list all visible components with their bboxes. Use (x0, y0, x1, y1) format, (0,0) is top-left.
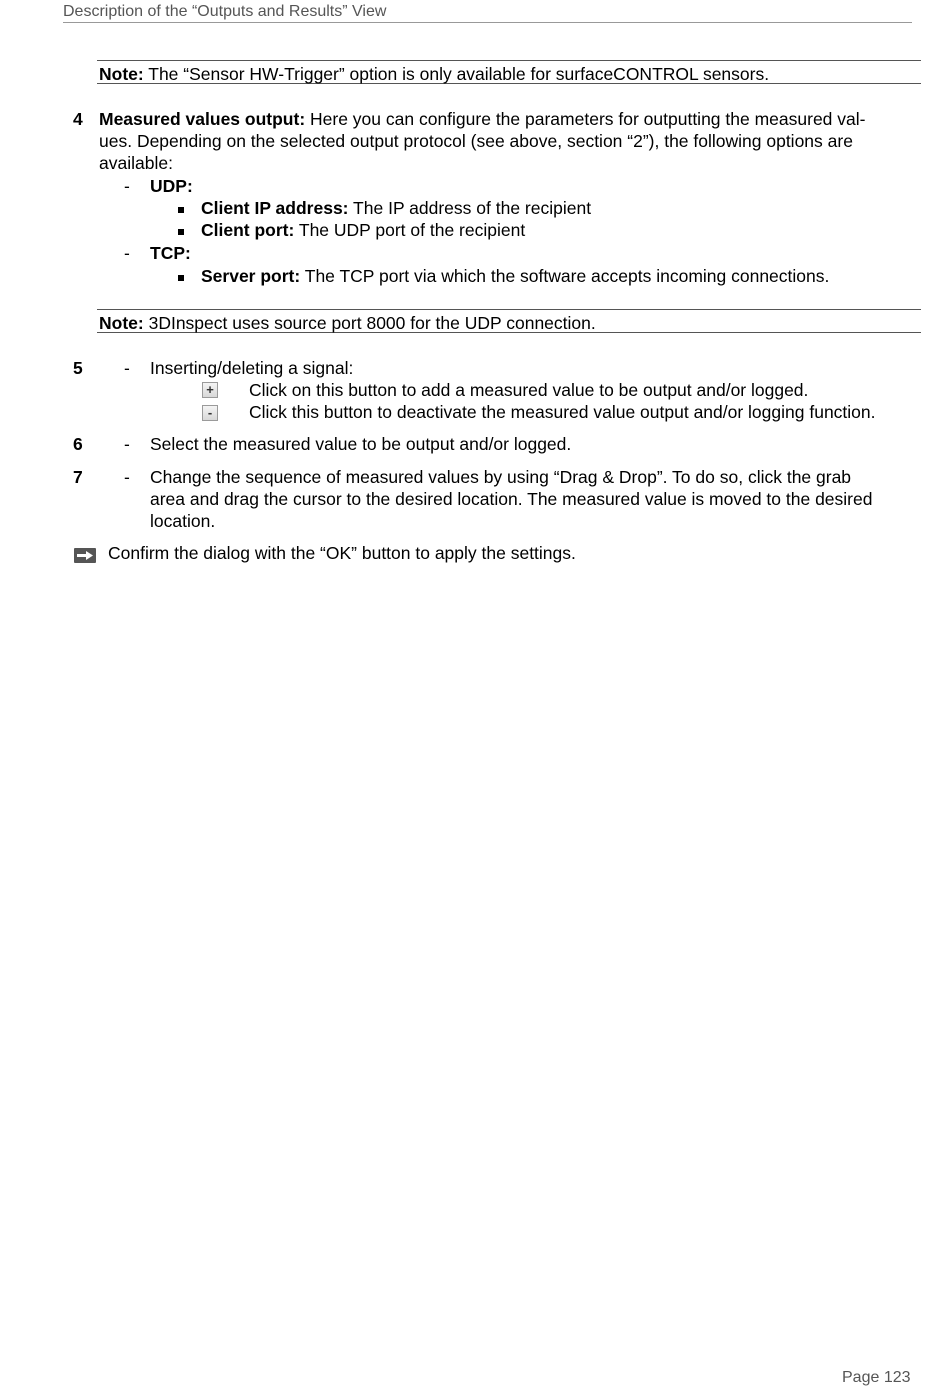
add-signal-text: Click on this button to add a measured value to be output and/or logged. (249, 380, 809, 400)
item-7-dash: - (124, 467, 130, 487)
client-ip-label: Client IP address: (201, 198, 349, 218)
tcp-label (150, 242, 191, 264)
note-text: 3DInspect uses source port 8000 for the UDP connection. (143, 313, 596, 333)
remove-signal-text: Click this button to deactivate the measured value output and/or logging function. (249, 402, 876, 422)
bullet-square-icon (178, 219, 184, 241)
server-port-label: Server port: (201, 266, 301, 286)
note-label: Note: (99, 313, 144, 333)
item-4-line-3: available: (99, 153, 173, 173)
item-7-line-3: location. (150, 511, 216, 531)
udp-label (150, 175, 193, 197)
item-4-number: 4 (73, 109, 83, 129)
note-label: Note: (99, 64, 144, 84)
arrow-right-icon (74, 548, 96, 563)
item-6-text: Select the measured value to be output and/or logged. (150, 434, 572, 454)
item-4-text-1: Here you can configure the parameters for outputting the measured val- (305, 109, 866, 129)
item-5-text: Inserting/deleting a signal: (150, 358, 354, 378)
note-text: The “Sensor HW-Trigger” option is only available for surfaceCONTROL sensors. (143, 64, 770, 84)
note-source-port (97, 309, 921, 333)
item-4-title: Measured values output: (99, 109, 306, 129)
client-port-label: Client port: (201, 220, 295, 240)
item-7-number: 7 (73, 467, 83, 487)
item-7-line-1: Change the sequence of measured values by using “Drag & Drop”. To do so, click the grab (150, 467, 852, 487)
udp-dash: - (124, 176, 130, 196)
bullet-square-icon (178, 197, 184, 219)
item-7-line-2: area and drag the cursor to the desired location. The measured value is moved to the desired (150, 489, 873, 509)
confirm-instruction: Confirm the dialog with the “OK” button to apply the settings. (108, 543, 576, 563)
item-4-line-1 (99, 108, 865, 130)
remove-signal-button-icon: - (202, 405, 218, 421)
running-header: Description of the “Outputs and Results” View (63, 3, 387, 20)
server-port-text: The TCP port via which the software accepts incoming connections. (300, 266, 830, 286)
tcp-label-text: TCP: (150, 243, 191, 263)
item-6-dash: - (124, 434, 130, 454)
note-sensor-trigger (97, 60, 921, 84)
tcp-server-port-item (201, 265, 829, 287)
item-5-number: 5 (73, 358, 83, 378)
tcp-dash: - (124, 243, 130, 263)
header-divider (63, 22, 912, 23)
client-ip-text: The IP address of the recipient (348, 198, 592, 218)
page-number: Page 123 (842, 1369, 911, 1386)
item-5-dash: - (124, 358, 130, 378)
udp-label-text: UDP: (150, 176, 193, 196)
udp-client-port-item (201, 219, 525, 241)
client-port-text: The UDP port of the recipient (294, 220, 526, 240)
bullet-square-icon (178, 265, 184, 287)
item-4-line-2: ues. Depending on the selected output protocol (see above, section “2”), the following options are (99, 131, 853, 151)
item-6-number: 6 (73, 434, 83, 454)
udp-client-ip-item (201, 197, 591, 219)
add-signal-button-icon: + (202, 382, 218, 398)
